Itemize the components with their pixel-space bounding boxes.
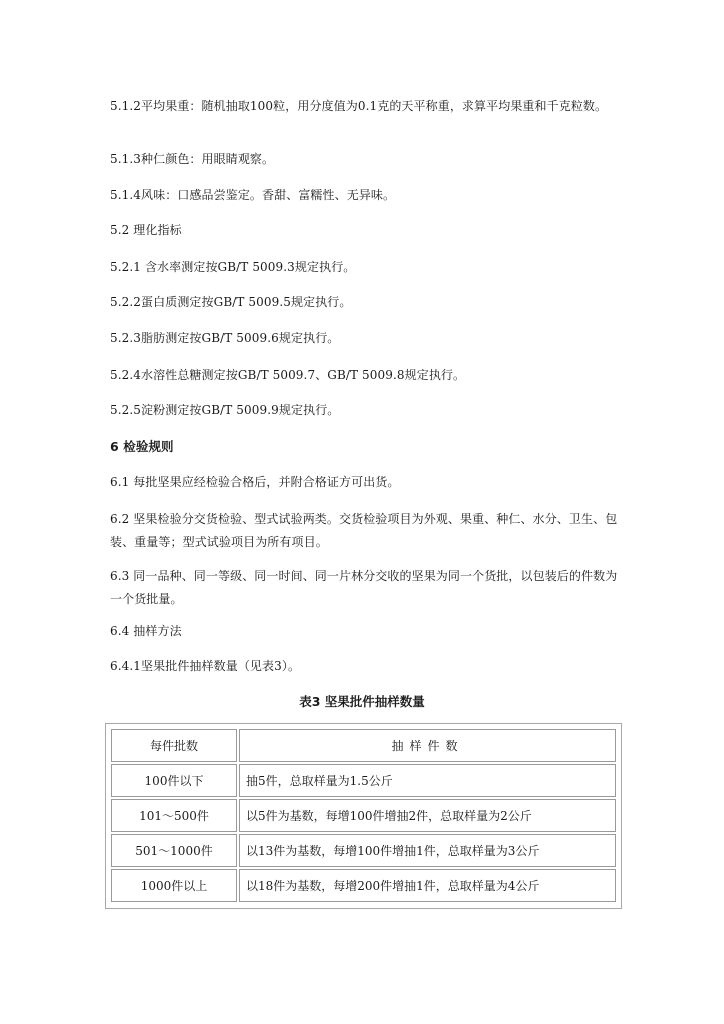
table-cell: 抽5件，总取样量为1.5公斤 (239, 764, 616, 797)
paragraph-6-2: 6.2 坚果检验分交货检验、型式试验两类。交货检验项目为外观、果重、种仁、水分、卫生、包装、重量等；型式试验项目为所有项目。 (110, 512, 618, 549)
table-cell: 501～1000件 (111, 834, 237, 867)
header-cell-batch-size: 每件批数 (111, 729, 237, 762)
header-cell-sample-count: 抽样件数 (239, 729, 616, 762)
table-caption: 表3 坚果批件抽样数量 (299, 694, 425, 709)
table-cell: 1000件以上 (111, 869, 237, 902)
paragraph-6-4: 6.4 抽样方法 (110, 624, 182, 638)
paragraph-5-2-1: 5.2.1 含水率测定按GB/T 5009.3规定执行。 (110, 260, 356, 274)
table-cell: 以13件为基数，每增100件增抽1件，总取样量为3公斤 (239, 834, 616, 867)
paragraph-5-1-4: 5.1.4风味：口感品尝鉴定。香甜、富糯性、无异味。 (110, 188, 396, 202)
table-cell: 101～500件 (111, 799, 237, 832)
paragraph-5-2-4: 5.2.4水溶性总糖测定按GB/T 5009.7、GB/T 5009.8规定执行。 (110, 368, 466, 382)
table-cell: 100件以下 (111, 764, 237, 797)
table-cell: 以5件为基数，每增100件增抽2件，总取样量为2公斤 (239, 799, 616, 832)
table-row (111, 799, 616, 832)
table-row (111, 869, 616, 902)
table-header-row (111, 729, 616, 762)
paragraph-6-1: 6.1 每批坚果应经检验合格后，并附合格证方可出货。 (110, 475, 400, 489)
table-row (111, 834, 616, 867)
paragraph-5-1-3: 5.1.3种仁颜色：用眼睛观察。 (110, 152, 275, 166)
section-heading-6: 6 检验规则 (110, 439, 174, 454)
paragraph-6-3: 6.3 同一品种、同一等级、同一时间、同一片林分交收的坚果为同一个货批，以包装后的件数为一个货批量。 (110, 569, 618, 606)
table-row (111, 764, 616, 797)
sampling-table (105, 723, 622, 909)
paragraph-5-2-3: 5.2.3脂肪测定按GB/T 5009.6规定执行。 (110, 331, 340, 345)
paragraph-5-1-2: 5.1.2平均果重：随机抽取100粒，用分度值为0.1克的天平称重，求算平均果重和千克粒数。 (110, 99, 608, 113)
paragraph-5-2-2: 5.2.2蛋白质测定按GB/T 5009.5规定执行。 (110, 295, 352, 309)
paragraph-5-2: 5.2 理化指标 (110, 223, 182, 237)
paragraph-6-4-1: 6.4.1坚果批件抽样数量（见表3）。 (110, 659, 301, 673)
paragraph-5-2-5: 5.2.5淀粉测定按GB/T 5009.9规定执行。 (110, 403, 340, 417)
table-cell: 以18件为基数，每增200件增抽1件，总取样量为4公斤 (239, 869, 616, 902)
